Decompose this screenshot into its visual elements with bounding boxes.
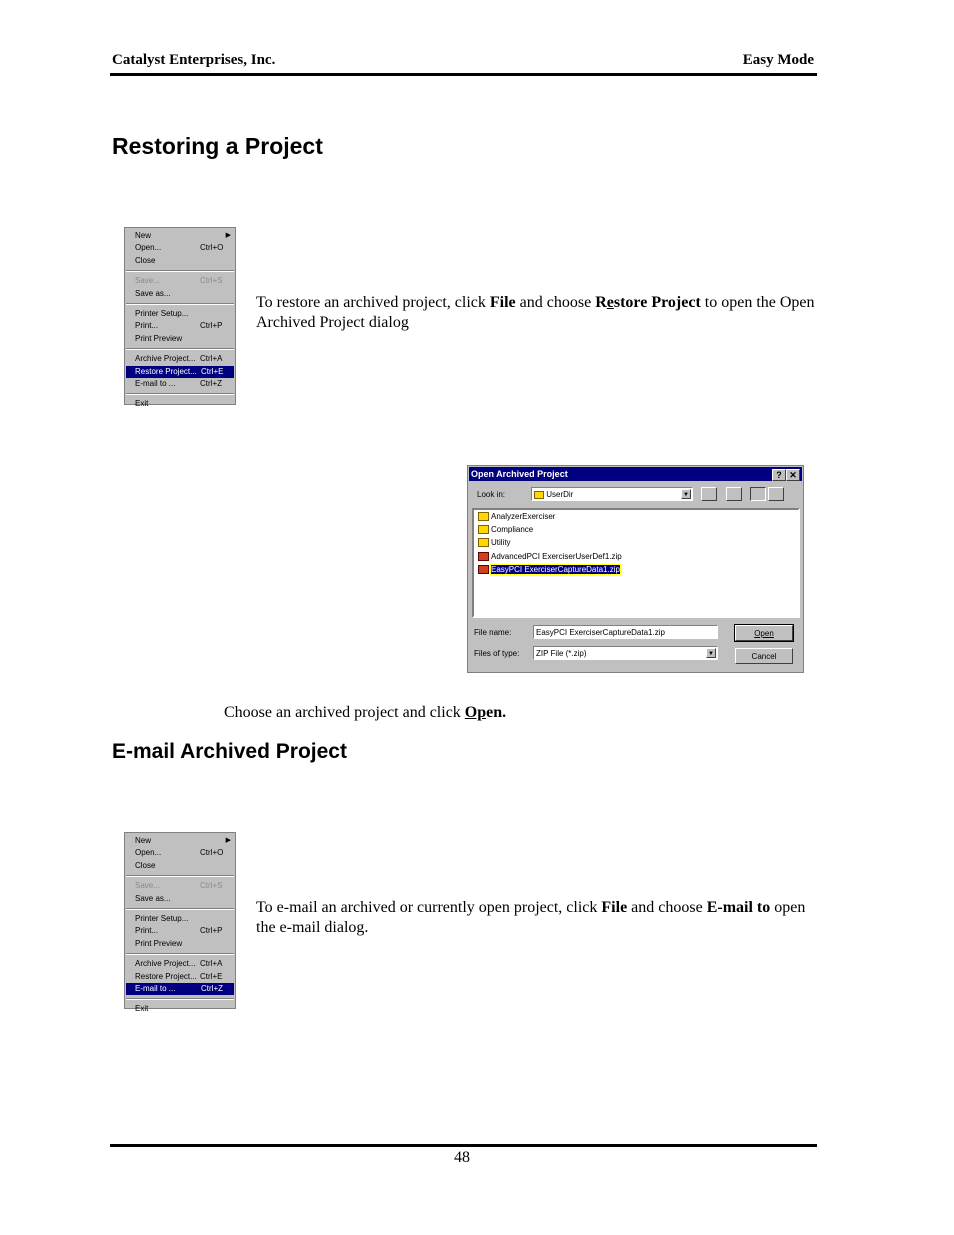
menu-item-exit[interactable]: Exit: [135, 1004, 149, 1014]
details-view-icon[interactable]: [768, 487, 784, 501]
menu-item-new[interactable]: New ▶: [125, 230, 235, 242]
file-item[interactable]: Compliance: [478, 524, 533, 536]
list-view-icon[interactable]: [750, 487, 766, 501]
menu-item-close[interactable]: Close: [135, 860, 156, 870]
file-item[interactable]: AdvancedPCI ExerciserUserDef1.zip: [478, 551, 622, 563]
menu-item-email-to[interactable]: E-mail to ... Ctrl+Z: [135, 378, 222, 388]
folder-icon: [478, 512, 489, 521]
cancel-button[interactable]: Cancel: [735, 648, 793, 664]
menu-item-restore-project[interactable]: Restore Project... Ctrl+E: [126, 366, 234, 378]
menu-item-exit[interactable]: Exit: [135, 399, 149, 409]
submenu-arrow-icon: ▶: [225, 232, 231, 239]
up-folder-icon[interactable]: [701, 487, 717, 501]
email-heading: E-mail Archived Project: [112, 740, 347, 763]
header-section: Easy Mode: [742, 52, 814, 68]
menu-separator: [126, 393, 234, 395]
menu-item-printer-setup[interactable]: Printer Setup...: [135, 308, 189, 318]
menu-item-save: Save... Ctrl+S: [135, 276, 223, 286]
zip-file-icon: [478, 552, 489, 561]
dialog-title: Open Archived Project: [471, 469, 568, 479]
submenu-arrow-icon: ▶: [225, 837, 231, 844]
menu-separator: [126, 953, 234, 955]
menu-item-archive-project[interactable]: Archive Project... Ctrl+A: [135, 354, 223, 364]
menu-item-open[interactable]: Open... Ctrl+O: [135, 243, 224, 253]
file-type-label: Files of type:: [474, 649, 520, 658]
folder-icon: [534, 491, 544, 499]
zip-file-icon: [478, 565, 489, 574]
file-menu-restore: [124, 227, 236, 409]
menu-item-save: Save... Ctrl+S: [135, 881, 223, 891]
new-folder-icon[interactable]: [726, 487, 742, 501]
file-item[interactable]: Utility: [478, 537, 511, 549]
menu-separator: [126, 908, 234, 910]
menu-separator: [126, 348, 234, 350]
header-rule: [110, 73, 817, 76]
file-item-selected[interactable]: EasyPCI ExerciserCaptureData1.zip: [478, 564, 620, 576]
file-menu-email: [124, 832, 236, 1014]
menu-separator: [126, 270, 234, 272]
menu-item-save-as[interactable]: Save as...: [135, 893, 171, 903]
menu-item-restore-project[interactable]: Restore Project... Ctrl+E: [135, 971, 223, 981]
open-archived-project-dialog: [467, 465, 804, 673]
look-in-select[interactable]: UserDir ▼: [531, 487, 693, 501]
folder-icon: [478, 525, 489, 534]
dialog-title-bar: [469, 467, 802, 481]
email-instructions: To e-mail an archived or currently open project, click File and choose E-mail to open the e-mail dialog.: [256, 899, 806, 936]
file-name-label: File name:: [474, 628, 512, 637]
close-button[interactable]: ✕: [786, 469, 800, 481]
menu-item-close[interactable]: Close: [135, 255, 156, 265]
open-button[interactable]: Open: [735, 625, 793, 641]
menu-item-printer-setup[interactable]: Printer Setup...: [135, 913, 189, 923]
help-button[interactable]: ?: [772, 469, 786, 481]
menu-separator: [126, 303, 234, 305]
menu-item-print-preview[interactable]: Print Preview: [135, 938, 183, 948]
chevron-down-icon[interactable]: ▼: [706, 648, 716, 658]
header-company: Catalyst Enterprises, Inc.: [112, 52, 276, 68]
menu-item-print[interactable]: Print... Ctrl+P: [135, 321, 223, 331]
look-in-label: Look in:: [477, 490, 506, 499]
choose-instructions: Choose an archived project and click Open.: [224, 704, 507, 721]
restore-heading: Restoring a Project: [112, 133, 323, 159]
menu-item-email-to[interactable]: E-mail to ... Ctrl+Z: [126, 983, 234, 995]
file-name-input[interactable]: EasyPCI ExerciserCaptureData1.zip: [533, 625, 718, 639]
file-type-select[interactable]: ZIP File (*.zip) ▼: [533, 646, 718, 660]
menu-item-open[interactable]: Open... Ctrl+O: [135, 848, 224, 858]
file-list[interactable]: [472, 508, 800, 618]
file-item[interactable]: AnalyzerExerciser: [478, 511, 555, 523]
chevron-down-icon[interactable]: ▼: [681, 489, 691, 499]
restore-instructions: To restore an archived project, click File and choose Restore Project to open the Open Archived Project dialog: [256, 294, 815, 331]
menu-item-print[interactable]: Print... Ctrl+P: [135, 926, 223, 936]
menu-item-print-preview[interactable]: Print Preview: [135, 333, 183, 343]
menu-separator: [126, 875, 234, 877]
menu-separator: [126, 998, 234, 1000]
menu-item-archive-project[interactable]: Archive Project... Ctrl+A: [135, 959, 223, 969]
menu-item-save-as[interactable]: Save as...: [135, 288, 171, 298]
folder-icon: [478, 538, 489, 547]
footer-rule: [110, 1144, 817, 1147]
page-number: 48: [454, 1149, 470, 1166]
menu-item-new[interactable]: New ▶: [125, 835, 235, 847]
